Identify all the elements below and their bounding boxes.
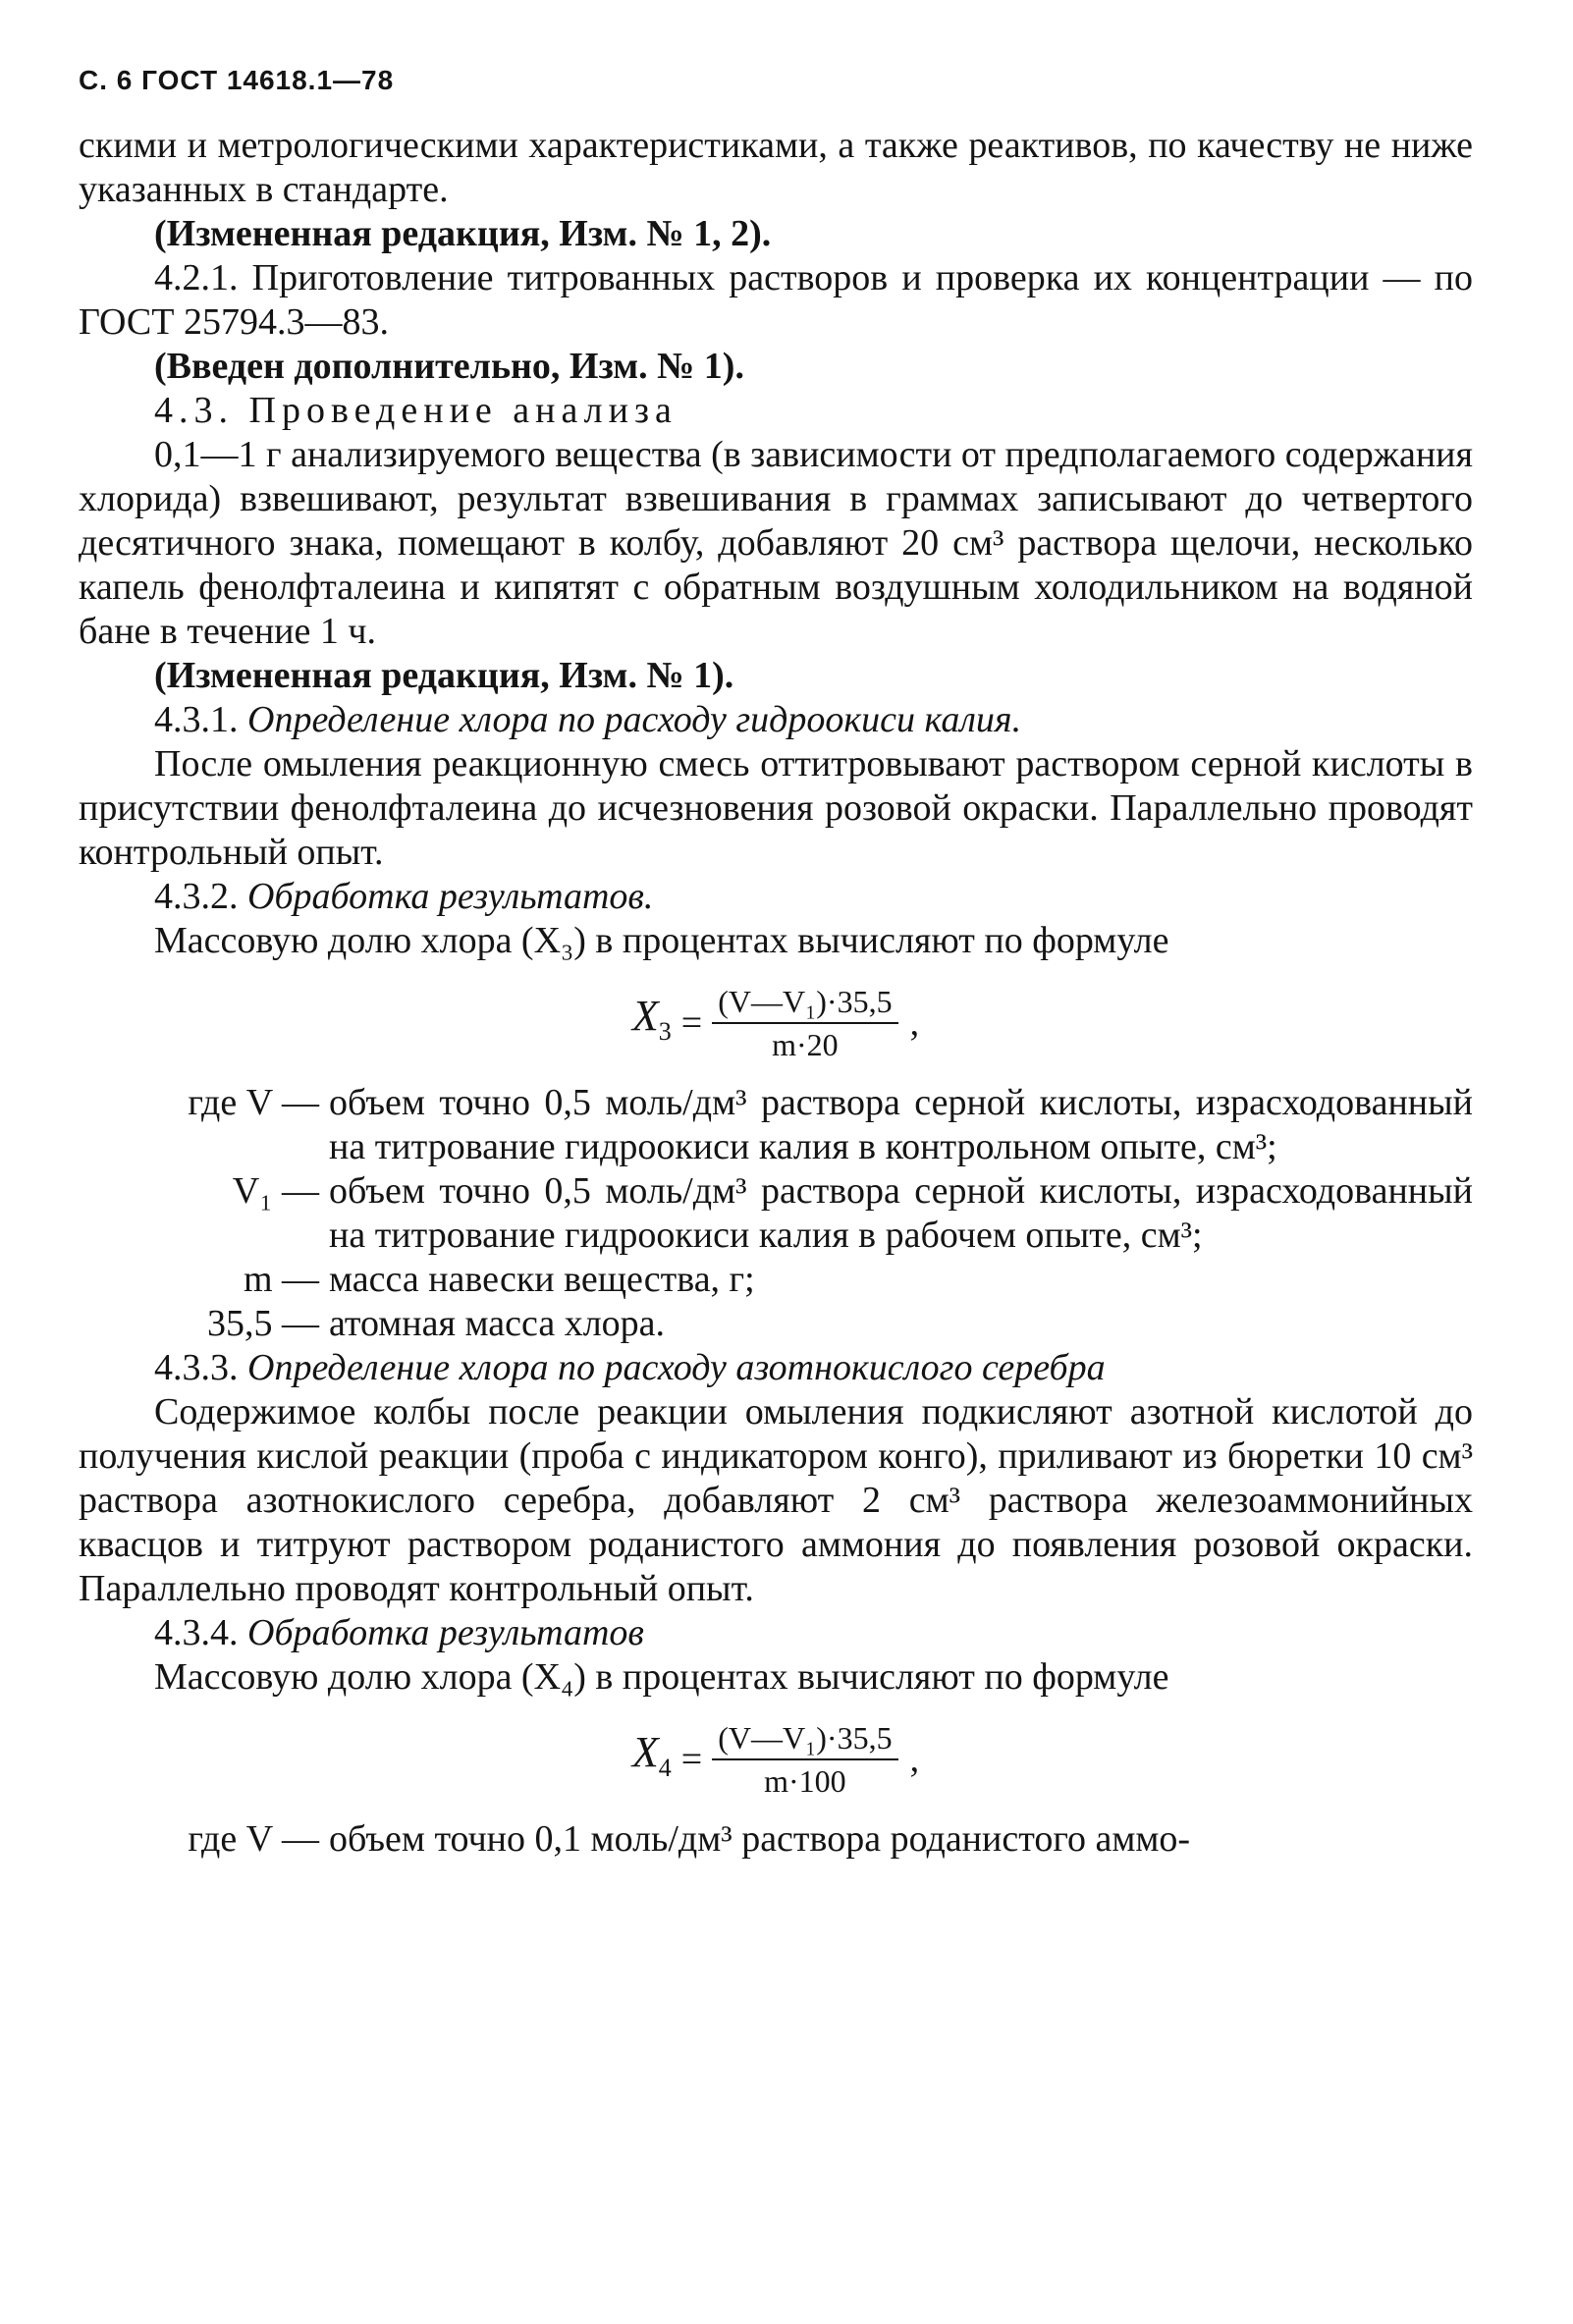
page-header: С. 6 ГОСТ 14618.1—78 — [79, 65, 395, 95]
subsection-number: 4.3.1. — [154, 699, 239, 740]
subsection-title: Определение хлора по расходу азотнокислого серебра — [247, 1347, 1106, 1388]
formula-equals: = — [680, 1001, 703, 1044]
definition-text: объем точно 0,5 моль/дм³ раствора серной кислоты, израсходованный на титрование гидроокиси калия в рабочем опыте, см³; — [329, 1170, 1473, 1256]
definition-text: объем точно 0,1 моль/дм³ раствора роданистого аммо- — [329, 1818, 1191, 1860]
definition-item — [79, 1169, 1473, 1258]
definition-item — [79, 1817, 1473, 1862]
paragraph: 0,1—1 г анализируемого вещества (в зависимости от предполагаемого содержания хлорида) взвешивают, результат взвешивания в граммах записывают до четвертого десятичного знака, помещают в колбу, добавляют 20 см³ раствора щелочи, несколько капель фенолфталеина и кипятят с обратным воздушным холодильником на водяной бане в течение 1 ч. — [79, 434, 1473, 652]
formula-trail: , — [909, 1001, 920, 1044]
definition-text: масса навески вещества, г; — [329, 1259, 755, 1300]
body-text — [79, 124, 1473, 1862]
subsection-title: Определение хлора по расходу гидроокиси калия. — [247, 699, 1022, 740]
formula-lhs: $X_3$ — [631, 991, 672, 1046]
subsection-number: 4.3.2. — [154, 876, 239, 917]
subsection-title: Обработка результатов. — [247, 876, 654, 917]
amendment-note: (Измененная редакция, Изм. № 1, 2). — [154, 213, 772, 254]
formula-fraction — [712, 1719, 897, 1800]
subsection-title: Обработка результатов — [247, 1612, 644, 1653]
subsection-heading — [79, 698, 1473, 742]
amendment-note: (Введен дополнительно, Изм. № 1). — [154, 346, 744, 387]
paragraph: 4.2.1. Приготовление титрованных растворов и проверка их концентрации — по ГОСТ 25794.3—83. — [79, 257, 1473, 343]
definition-text: атомная масса хлора. — [329, 1303, 666, 1344]
definition-symbol: V₁ — — [232, 1170, 319, 1212]
definition-item — [79, 1258, 1473, 1302]
subsection-number: 4.3.3. — [154, 1347, 239, 1388]
formula-x4 — [79, 1719, 1473, 1800]
formula-trail: , — [909, 1738, 920, 1780]
subsection-heading — [79, 1346, 1473, 1390]
formula-fraction — [712, 983, 897, 1063]
paragraph: Массовую долю хлора (X₄) в процентах вычисляют по формуле — [154, 1656, 1169, 1698]
formula-equals: = — [680, 1738, 703, 1780]
definition-symbol: где V — — [188, 1082, 319, 1123]
formula-x3 — [79, 983, 1473, 1063]
paragraph: После омыления реакционную смесь оттитровывают раствором серной кислоты в присутствии фенолфталеина до исчезновения розовой окраски. Параллельно проводят контрольный опыт. — [79, 743, 1473, 873]
definition-text: объем точно 0,5 моль/дм³ раствора серной кислоты, израсходованный на титрование гидроокиси калия в контрольном опыте, см³; — [329, 1082, 1473, 1167]
definition-symbol: m — — [243, 1259, 319, 1300]
formula-denominator: m·20 — [772, 1027, 839, 1062]
paragraph: скими и метрологическими характеристиками, а также реактивов, по качеству не ниже указанных в стандарте. — [79, 125, 1473, 210]
definitions-list — [79, 1081, 1473, 1346]
section-heading: 4.3. Проведение анализа — [154, 390, 678, 431]
subsection-number: 4.3.4. — [154, 1612, 239, 1653]
definition-symbol: где V — — [188, 1818, 319, 1860]
subsection-heading — [79, 1611, 1473, 1655]
formula-numerator: (V—V₁)·35,5 — [712, 1719, 897, 1760]
definition-item — [79, 1081, 1473, 1169]
formula-lhs: $X_4$ — [631, 1727, 672, 1782]
subsection-heading — [79, 875, 1473, 919]
amendment-note: (Измененная редакция, Изм. № 1). — [154, 655, 734, 696]
formula-denominator: m·100 — [764, 1763, 846, 1799]
paragraph: Содержимое колбы после реакции омыления подкисляют азотной кислотой до получения кислой реакции (проба с индикатором конго), приливают из бюретки 10 см³ раствора азотнокислого серебра, добавляют 2 см³ раствора железоаммонийных квасцов и титруют раствором роданистого аммония до появления розовой окраски. Параллельно проводят контрольный опыт. — [79, 1391, 1473, 1609]
formula-numerator: (V—V₁)·35,5 — [712, 983, 897, 1024]
paragraph: Массовую долю хлора (X₃) в процентах вычисляют по формуле — [154, 920, 1169, 961]
definition-item — [79, 1302, 1473, 1346]
definition-symbol: 35,5 — — [207, 1303, 319, 1344]
